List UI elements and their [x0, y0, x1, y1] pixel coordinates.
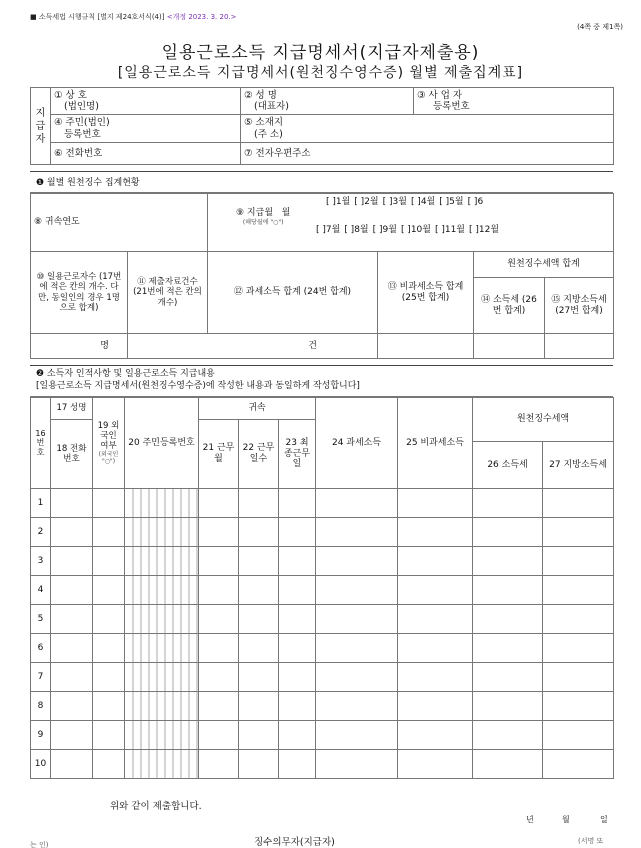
name-cell[interactable] [51, 634, 93, 663]
date-month-label: 월 [562, 815, 570, 824]
local-tax-cell[interactable] [543, 547, 614, 576]
col-number-header: 16 번호 [31, 398, 51, 489]
id-cell[interactable] [125, 605, 199, 634]
nontaxable-total-value[interactable] [378, 334, 474, 359]
income-tax-cell[interactable] [473, 605, 543, 634]
month-cell[interactable] [199, 547, 239, 576]
id-cell[interactable] [125, 634, 199, 663]
row-number: 8 [31, 692, 51, 721]
table-row [31, 663, 614, 692]
date-year-label: 년 [526, 815, 534, 824]
monthly-summary-table [30, 193, 614, 359]
company-name-field[interactable]: ① 상 호 (법인명) [51, 88, 241, 115]
name-cell[interactable] [51, 721, 93, 750]
income-tax-cell[interactable] [473, 547, 543, 576]
col-phone-header: 18 전화번호 [51, 420, 93, 489]
taxable-cell[interactable] [316, 576, 398, 605]
withholding-total-header: 원천징수세액 합계 [474, 252, 614, 278]
nontaxable-cell[interactable] [398, 634, 473, 663]
taxable-cell[interactable] [316, 750, 398, 779]
payer-table [30, 87, 614, 165]
name-cell[interactable] [51, 692, 93, 721]
nontaxable-cell[interactable] [398, 518, 473, 547]
col-local-tax-header: 27 지방소득세 [543, 442, 614, 489]
nontaxable-cell[interactable] [398, 692, 473, 721]
taxable-cell[interactable] [316, 634, 398, 663]
foreigner-cell[interactable] [93, 489, 125, 518]
id-cell[interactable] [125, 547, 199, 576]
last-day-cell[interactable] [279, 692, 316, 721]
col-withholding-header: 원천징수세액 [473, 398, 614, 442]
section1-title: ❶ 월별 원천징수 집계현황 [30, 171, 613, 193]
last-day-cell[interactable] [279, 750, 316, 779]
taxable-total-header: ⑫ 과세소득 합계 (24번 합계) [208, 252, 378, 334]
days-cell[interactable] [239, 692, 279, 721]
payer-side-label: 지 급 자 [31, 88, 51, 165]
submission-count-header: ⑪ 제출자료건수 (21번에 적은 칸의 개수) [128, 252, 208, 334]
month-select-cell[interactable] [208, 194, 614, 252]
foreigner-cell[interactable] [93, 576, 125, 605]
foreigner-cell[interactable] [93, 605, 125, 634]
signer-label: 징수의무자(지급자) [254, 837, 335, 848]
foreigner-cell[interactable] [93, 692, 125, 721]
days-cell[interactable] [239, 750, 279, 779]
section2-title: ❷ 소득자 인적사항 및 일용근로소득 지급내용 [일용근로소득 지급명세서(원천징수영수증)에 작성한 내용과 동일하게 작성합니다] [30, 365, 613, 397]
last-day-cell[interactable] [279, 663, 316, 692]
local-tax-cell[interactable] [543, 692, 614, 721]
table-row [31, 518, 614, 547]
id-cell[interactable] [125, 721, 199, 750]
income-tax-cell[interactable] [473, 721, 543, 750]
col-nontaxable-header: 25 비과세소득 [398, 398, 473, 489]
foreigner-cell[interactable] [93, 634, 125, 663]
address-field[interactable]: ⑤ 소재지 (주 소) [241, 115, 614, 143]
last-day-cell[interactable] [279, 634, 316, 663]
col-foreigner-header: 19 외국인 여부 (외국인 "○") [93, 398, 125, 489]
regulation-text: ■ 소득세법 시행규칙 [별지 제24호서식(4)] [30, 13, 165, 21]
income-tax-total-value[interactable] [474, 334, 545, 359]
name-cell[interactable] [51, 576, 93, 605]
days-cell[interactable] [239, 605, 279, 634]
days-cell[interactable] [239, 547, 279, 576]
income-tax-cell[interactable] [473, 663, 543, 692]
nontaxable-cell[interactable] [398, 576, 473, 605]
row-number: 4 [31, 576, 51, 605]
col-id-header: 20 주민등록번호 [125, 398, 199, 489]
local-tax-cell[interactable] [543, 489, 614, 518]
name-cell[interactable] [51, 750, 93, 779]
month-cell[interactable] [199, 605, 239, 634]
worker-count-value[interactable]: 명 [31, 334, 128, 359]
days-cell[interactable] [239, 576, 279, 605]
registration-number-field[interactable]: ④ 주민(법인) 등록번호 [51, 115, 241, 143]
table-row [31, 547, 614, 576]
last-day-cell[interactable] [279, 605, 316, 634]
income-tax-cell[interactable] [473, 634, 543, 663]
taxable-cell[interactable] [316, 663, 398, 692]
id-cell[interactable] [125, 518, 199, 547]
taxable-cell[interactable] [316, 721, 398, 750]
local-tax-cell[interactable] [543, 576, 614, 605]
months-row-1[interactable]: [ ]1월 [ ]2월 [ ]3월 [ ]4월 [ ]5월 [ ]6 [326, 197, 484, 207]
row-number: 1 [31, 489, 51, 518]
foreigner-cell[interactable] [93, 750, 125, 779]
id-cell[interactable] [125, 750, 199, 779]
days-cell[interactable] [239, 663, 279, 692]
local-tax-cell[interactable] [543, 605, 614, 634]
last-day-cell[interactable] [279, 518, 316, 547]
submission-count-value[interactable]: 건 [128, 334, 378, 359]
table-row [31, 721, 614, 750]
row-number: 6 [31, 634, 51, 663]
earner-table [30, 397, 614, 779]
taxable-cell[interactable] [316, 692, 398, 721]
local-tax-cell[interactable] [543, 518, 614, 547]
month-label: ⑨ 지급월 월 (해당월에 "○") [236, 208, 291, 226]
name-cell[interactable] [51, 605, 93, 634]
form-subtitle: [일용근로소득 지급명세서(원천징수영수증) 월별 제출집계표] [117, 65, 524, 81]
worker-count-header: ⑩ 일용근로자수 (17번에 적은 칸의 개수. 다만, 동일인의 경우 1명으로 합계) [31, 252, 128, 334]
last-day-cell[interactable] [279, 721, 316, 750]
col-attribution-header: 귀속 [199, 398, 316, 420]
income-tax-header: ⑭ 소득세 (26번 합계) [474, 278, 545, 334]
name-cell[interactable] [51, 518, 93, 547]
date-day-label: 일 [600, 815, 608, 824]
nontaxable-total-header: ⑬ 비과세소득 합계 (25번 합계) [378, 252, 474, 334]
days-cell[interactable] [239, 489, 279, 518]
foreigner-cell[interactable] [93, 547, 125, 576]
nontaxable-cell[interactable] [398, 547, 473, 576]
nontaxable-cell[interactable] [398, 721, 473, 750]
row-number: 3 [31, 547, 51, 576]
nontaxable-cell[interactable] [398, 605, 473, 634]
name-cell[interactable] [51, 489, 93, 518]
last-day-cell[interactable] [279, 489, 316, 518]
local-tax-cell[interactable] [543, 721, 614, 750]
phone-field[interactable]: ⑥ 전화번호 [51, 143, 241, 165]
row-number: 2 [31, 518, 51, 547]
taxable-cell[interactable] [316, 605, 398, 634]
sign-note: (서명 또 [578, 837, 604, 845]
id-cell[interactable] [125, 576, 199, 605]
table-row [31, 634, 614, 663]
row-number: 5 [31, 605, 51, 634]
row-number: 9 [31, 721, 51, 750]
taxable-cell[interactable] [316, 489, 398, 518]
row-number: 7 [31, 663, 51, 692]
last-day-cell[interactable] [279, 547, 316, 576]
foreigner-cell[interactable] [93, 721, 125, 750]
form-regulation [30, 12, 236, 22]
id-cell[interactable] [125, 692, 199, 721]
days-cell[interactable] [239, 634, 279, 663]
corner-note: 는 인) [30, 841, 49, 848]
col-work-days-header: 22 근무일수 [239, 420, 279, 489]
id-cell[interactable] [125, 489, 199, 518]
month-cell[interactable] [199, 663, 239, 692]
income-tax-cell[interactable] [473, 518, 543, 547]
month-cell[interactable] [199, 634, 239, 663]
nontaxable-cell[interactable] [398, 489, 473, 518]
local-tax-cell[interactable] [543, 634, 614, 663]
foreigner-cell[interactable] [93, 518, 125, 547]
month-cell[interactable] [199, 692, 239, 721]
revision-text: <개정 2023. 3. 20.> [166, 13, 237, 21]
month-cell[interactable] [199, 518, 239, 547]
col-work-month-header: 21 근무월 [199, 420, 239, 489]
email-field[interactable]: ⑦ 전자우편주소 [241, 143, 614, 165]
month-cell[interactable] [199, 489, 239, 518]
col-name-header: 17 성명 [51, 398, 93, 420]
page-info: (4쪽 중 제1쪽) [577, 23, 623, 31]
month-cell[interactable] [199, 576, 239, 605]
form-title: 일용근로소득 지급명세서(지급자제출용) [161, 43, 480, 63]
row-number: 10 [31, 750, 51, 779]
name-cell[interactable] [51, 663, 93, 692]
year-label-cell[interactable]: ⑧ 귀속연도 [31, 194, 208, 252]
days-cell[interactable] [239, 518, 279, 547]
months-row-2[interactable]: [ ]7월 [ ]8월 [ ]9월 [ ]10월 [ ]11월 [ ]12월 [316, 225, 500, 235]
income-tax-cell[interactable] [473, 750, 543, 779]
nontaxable-cell[interactable] [398, 663, 473, 692]
taxable-cell[interactable] [316, 547, 398, 576]
representative-field[interactable]: ② 성 명 (대표자) [241, 88, 414, 115]
col-last-day-header: 23 최종근무일 [279, 420, 316, 489]
id-cell[interactable] [125, 663, 199, 692]
local-tax-cell[interactable] [543, 750, 614, 779]
col-income-tax-header: 26 소득세 [473, 442, 543, 489]
local-tax-total-value[interactable] [545, 334, 614, 359]
month-cell[interactable] [199, 721, 239, 750]
table-row [31, 489, 614, 518]
local-tax-header: ⑮ 지방소득세 (27번 합계) [545, 278, 614, 334]
table-row [31, 576, 614, 605]
table-row [31, 692, 614, 721]
month-cell[interactable] [199, 750, 239, 779]
income-tax-cell[interactable] [473, 489, 543, 518]
income-tax-cell[interactable] [473, 692, 543, 721]
days-cell[interactable] [239, 721, 279, 750]
local-tax-cell[interactable] [543, 663, 614, 692]
foreigner-cell[interactable] [93, 663, 125, 692]
table-row [31, 605, 614, 634]
name-cell[interactable] [51, 547, 93, 576]
table-row [31, 750, 614, 779]
business-number-field[interactable]: ③ 사 업 자 등록번호 [414, 88, 614, 115]
nontaxable-cell[interactable] [398, 750, 473, 779]
taxable-cell[interactable] [316, 518, 398, 547]
last-day-cell[interactable] [279, 576, 316, 605]
submission-statement: 위와 같이 제출합니다. [110, 801, 202, 812]
income-tax-cell[interactable] [473, 576, 543, 605]
col-taxable-header: 24 과세소득 [316, 398, 398, 489]
